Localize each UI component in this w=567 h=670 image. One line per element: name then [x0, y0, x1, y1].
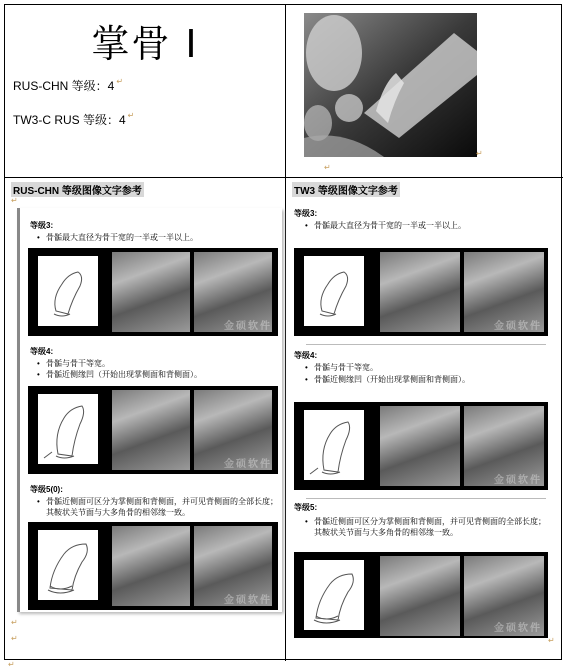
watermark-text: 金硕软件: [494, 623, 542, 634]
paragraph-mark-icon: ↵: [116, 77, 124, 86]
level-label: 等级4:: [294, 351, 318, 360]
paragraph-mark-icon: ↵: [476, 149, 483, 158]
page-title: 掌骨 I: [91, 22, 199, 66]
watermark-text: 金硕软件: [494, 321, 542, 332]
xray-thumbnail: [380, 556, 460, 636]
rus-chn-grade: RUS-CHN 等级：4 ↵: [13, 77, 124, 93]
paragraph-mark-icon: ↵: [11, 618, 18, 627]
paragraph-mark-icon: ↵: [548, 636, 555, 645]
bone-sketch-image: [304, 256, 364, 326]
level-label: 等级3:: [30, 221, 54, 230]
paragraph-mark-icon: ↵: [127, 111, 135, 120]
rus-chn-reference-panel: [17, 208, 282, 612]
level-image-strip: [28, 248, 278, 336]
level-label: 等级5:: [294, 503, 318, 512]
level-label: 等级3:: [294, 209, 318, 218]
bone-sketch-image: [38, 394, 98, 464]
level-separator: [306, 498, 546, 499]
tw3-section-title: TW3 等级图像文字参考: [292, 182, 400, 197]
paragraph-mark-icon: ↵: [11, 634, 18, 643]
level-label: 等级4:: [30, 347, 54, 356]
level-image-strip: [294, 552, 548, 638]
rus-chn-section-title: RUS-CHN 等级图像文字参考: [11, 182, 144, 197]
level-image-strip: [294, 402, 548, 490]
level-description: • 骨骺最大直径为骨干宽的一半或一半以上。: [314, 220, 549, 231]
xray-thumbnail: [380, 252, 460, 332]
watermark-text: 金硕软件: [224, 321, 272, 332]
level-description: • 骨骺近侧面可区分为掌侧面和背侧面，并可见背侧面的全部长度；其鞍状关节面与大多角骨的相邻缘一致。: [46, 496, 278, 518]
level-description: • 骨骺近侧缘凹（开始出现掌侧面和背侧面）。: [314, 374, 549, 385]
bone-sketch-image: [304, 410, 364, 480]
level-description: • 骨骺与骨干等宽。: [314, 362, 549, 373]
level-image-strip: [28, 386, 278, 474]
xray-thumbnail: [112, 526, 190, 606]
tw3-grade: TW3-C RUS 等级：4 ↵: [13, 111, 135, 127]
level-description: • 骨骺最大直径为骨干宽的一半或一半以上。: [46, 232, 276, 243]
tw3-reference-cell: [286, 178, 563, 661]
watermark-text: 金硕软件: [224, 459, 272, 470]
paragraph-mark-icon: ↵: [11, 196, 18, 205]
level-label: 等级5(0):: [30, 485, 63, 494]
tw3-reference-panel: [292, 204, 557, 634]
xray-bones-graphic: [304, 13, 477, 157]
xray-image: [304, 13, 477, 157]
paragraph-mark-icon: ↵: [324, 163, 331, 172]
level-image-strip: [294, 248, 548, 336]
rus-chn-reference-cell: [5, 178, 285, 661]
xray-thumbnail: [112, 390, 190, 470]
xray-thumbnail: [380, 406, 460, 486]
level-description: • 骨骺与骨干等宽。: [46, 358, 276, 369]
bone-sketch-image: [38, 256, 98, 326]
document-page: [4, 4, 562, 660]
level-separator: [306, 344, 546, 345]
grade-summary-cell: [5, 5, 285, 177]
level-description: • 骨骺近侧缘凹（开始出现掌侧面和背侧面）。: [46, 369, 276, 380]
bone-sketch-image: [304, 560, 364, 630]
xray-thumbnail: [112, 252, 190, 332]
bone-sketch-image: [38, 530, 98, 600]
watermark-text: 金硕软件: [494, 475, 542, 486]
level-image-strip: [28, 522, 278, 610]
paragraph-mark-icon: ↵: [8, 660, 15, 669]
level-description: • 骨骺近侧面可区分为掌侧面和背侧面，并可见背侧面的全部长度；其鞍状关节面与大多角骨的相邻缘一致。: [314, 516, 550, 538]
xray-image-cell: [286, 5, 563, 177]
watermark-text: 金硕软件: [224, 595, 272, 606]
